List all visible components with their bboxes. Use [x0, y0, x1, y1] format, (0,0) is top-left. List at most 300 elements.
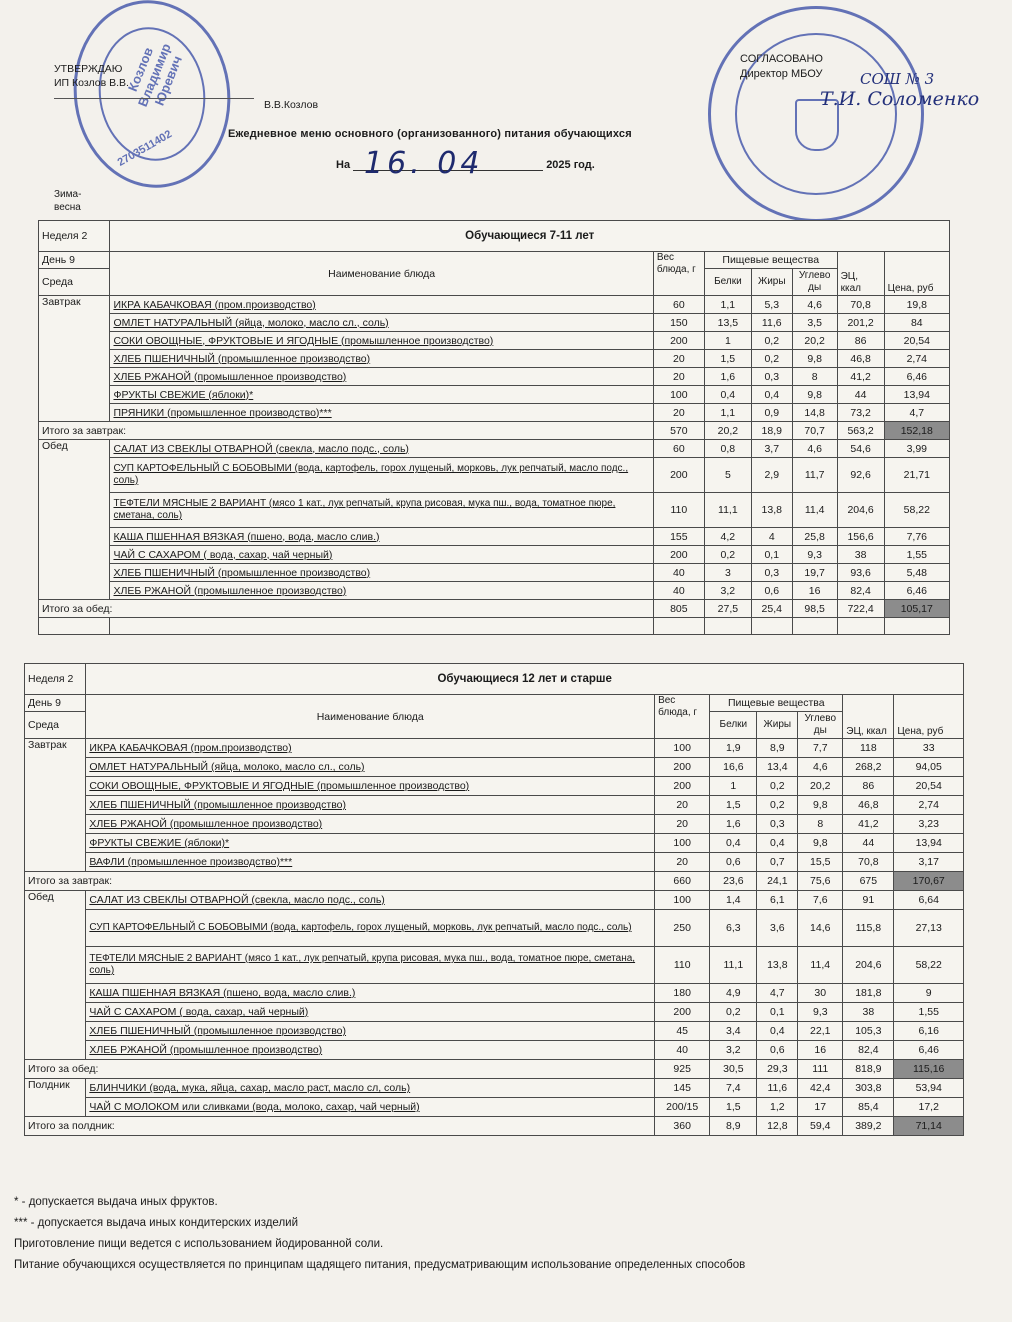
dish-name: ЧАЙ С МОЛОКОМ или сливками (вода, молоко, сахар, чай черный) [86, 1098, 655, 1117]
dish-carbs: 11,4 [792, 493, 837, 528]
agreed-block [740, 52, 823, 82]
dish-row [39, 386, 950, 404]
dish-name: ХЛЕБ ПШЕНИЧНЫЙ (промышленное производство) [110, 564, 653, 582]
dish-name: ИКРА КАБАЧКОВАЯ (пром.производство) [110, 296, 653, 314]
total-fats: 18,9 [751, 422, 792, 440]
energy-header: ЭЦ, ккал [837, 252, 884, 296]
dish-price: 4,7 [884, 404, 949, 422]
dish-carbs: 30 [798, 984, 843, 1003]
season-label: Зима- весна [54, 189, 82, 213]
dish-weight: 20 [653, 368, 704, 386]
dish-energy: 46,8 [843, 796, 894, 815]
dish-name: ФРУКТЫ СВЕЖИЕ (яблоки)* [110, 386, 653, 404]
dish-carbs: 7,7 [798, 739, 843, 758]
total-carbs: 98,5 [792, 600, 837, 618]
dish-row [25, 1022, 964, 1041]
footnote-gentle-nutrition: Питание обучающихся осуществляется по принципам щадящего питания, предусматривающим использование определенных способов [14, 1259, 746, 1271]
dish-energy: 115,8 [843, 910, 894, 947]
dish-weight: 110 [655, 947, 710, 984]
dish-weight: 40 [653, 564, 704, 582]
dish-carbs: 16 [798, 1041, 843, 1060]
dish-price: 17,2 [894, 1098, 964, 1117]
dish-energy: 201,2 [837, 314, 884, 332]
total-proteins: 27,5 [704, 600, 751, 618]
total-proteins: 23,6 [710, 872, 757, 891]
dish-price: 20,54 [894, 777, 964, 796]
dish-carbs: 9,8 [798, 834, 843, 853]
dish-weight: 20 [655, 815, 710, 834]
dish-price: 6,64 [894, 891, 964, 910]
menu-title: Ежедневное меню основного (организованного) питания обучающихся [228, 128, 632, 140]
meal-label: Завтрак [39, 296, 110, 422]
total-price: 71,14 [894, 1117, 964, 1136]
dish-proteins: 1 [710, 777, 757, 796]
dish-fats: 0,7 [757, 853, 798, 872]
dish-carbs: 15,5 [798, 853, 843, 872]
dish-price: 6,46 [884, 582, 949, 600]
dish-weight: 155 [653, 528, 704, 546]
dish-fats: 8,9 [757, 739, 798, 758]
dish-proteins: 1,6 [710, 815, 757, 834]
dish-weight: 200 [653, 332, 704, 350]
weekday-cell: Среда [25, 712, 86, 739]
dish-row [25, 947, 964, 984]
dish-proteins: 1,6 [704, 368, 751, 386]
dish-row [25, 758, 964, 777]
dish-price: 2,74 [884, 350, 949, 368]
dish-fats: 0,2 [751, 332, 792, 350]
agreed-handwritten-name: Т.И. Соломенко [820, 88, 980, 110]
meal-label: Обед [25, 891, 86, 1060]
weekday-cell: Среда [39, 269, 110, 296]
dish-name: ПРЯНИКИ (промышленное производство)*** [110, 404, 653, 422]
date-handwritten: 16. 04 [364, 146, 484, 181]
dish-proteins: 1,4 [710, 891, 757, 910]
total-proteins: 30,5 [710, 1060, 757, 1079]
total-label: Итого за завтрак: [39, 422, 654, 440]
dish-price: 6,46 [894, 1041, 964, 1060]
menu-table-7-11 [38, 220, 950, 635]
dish-carbs: 8 [792, 368, 837, 386]
dish-price: 1,55 [884, 546, 949, 564]
dish-weight: 200 [655, 777, 710, 796]
dish-row [25, 1079, 964, 1098]
dish-row [39, 528, 950, 546]
dish-carbs: 7,6 [798, 891, 843, 910]
dish-energy: 44 [837, 386, 884, 404]
dish-carbs: 4,6 [792, 440, 837, 458]
dish-name: ХЛЕБ ПШЕНИЧНЫЙ (промышленное производство) [86, 796, 655, 815]
dish-weight: 100 [655, 891, 710, 910]
dish-weight: 100 [655, 739, 710, 758]
total-price: 152,18 [884, 422, 949, 440]
dish-carbs: 11,4 [798, 947, 843, 984]
meal-label: Обед [39, 440, 110, 600]
dish-name: СУП КАРТОФЕЛЬНЫЙ С БОБОВЫМИ (вода, картофель, горох лущеный, морковь, лук репчатый, масло подс., соль) [110, 458, 653, 493]
approve-org: ИП Козлов В.В. [54, 77, 129, 89]
week-cell: Неделя 2 [39, 221, 110, 252]
total-price: 115,16 [894, 1060, 964, 1079]
dish-proteins: 0,4 [704, 386, 751, 404]
dish-proteins: 4,2 [704, 528, 751, 546]
dish-name: СУП КАРТОФЕЛЬНЫЙ С БОБОВЫМИ (вода, картофель, горох лущеный, морковь, лук репчатый, масло подс., соль) [86, 910, 655, 947]
total-weight: 660 [655, 872, 710, 891]
dish-proteins: 3,2 [710, 1041, 757, 1060]
footnotes [14, 1192, 745, 1276]
dish-fats: 5,3 [751, 296, 792, 314]
dish-row [25, 1041, 964, 1060]
dish-weight: 200 [655, 758, 710, 777]
total-price: 170,67 [894, 872, 964, 891]
dish-carbs: 22,1 [798, 1022, 843, 1041]
date-prefix: На [336, 159, 351, 171]
dish-name: КАША ПШЕННАЯ ВЯЗКАЯ (пшено, вода, масло слив.) [110, 528, 653, 546]
dish-weight: 200/15 [655, 1098, 710, 1117]
dish-row [39, 314, 950, 332]
total-fats: 24,1 [757, 872, 798, 891]
dish-fats: 0,2 [757, 796, 798, 815]
dish-price: 9 [894, 984, 964, 1003]
dish-proteins: 11,1 [704, 493, 751, 528]
dish-carbs: 17 [798, 1098, 843, 1117]
footnote-confectionery: *** - допускается выдача иных кондитерских изделий [14, 1217, 298, 1229]
meal-label: Полдник [25, 1079, 86, 1117]
dish-weight: 200 [655, 1003, 710, 1022]
dish-weight: 40 [653, 582, 704, 600]
approve-title: УТВЕРЖДАЮ [54, 63, 123, 75]
dish-carbs: 25,8 [792, 528, 837, 546]
total-energy: 675 [843, 872, 894, 891]
dish-row [25, 1098, 964, 1117]
dish-energy: 118 [843, 739, 894, 758]
dish-proteins: 1,5 [710, 796, 757, 815]
header-row [25, 695, 964, 712]
dish-weight: 20 [655, 796, 710, 815]
seal-left-number: 270351140​2 [115, 128, 175, 169]
dish-energy: 70,8 [843, 853, 894, 872]
dish-name: САЛАТ ИЗ СВЕКЛЫ ОТВАРНОЙ (свекла, масло подс., соль) [86, 891, 655, 910]
dish-fats: 11,6 [757, 1079, 798, 1098]
dish-energy: 268,2 [843, 758, 894, 777]
dish-carbs: 19,7 [792, 564, 837, 582]
dish-name-header: Наименование блюда [110, 252, 653, 296]
dish-fats: 13,8 [751, 493, 792, 528]
dish-price: 3,17 [894, 853, 964, 872]
day-cell: День 9 [39, 252, 110, 269]
dish-row [25, 739, 964, 758]
dish-fats: 0,3 [751, 368, 792, 386]
dish-name: ХЛЕБ ПШЕНИЧНЫЙ (промышленное производство) [110, 350, 653, 368]
dish-fats: 0,1 [757, 1003, 798, 1022]
dish-row [39, 350, 950, 368]
dish-carbs: 3,5 [792, 314, 837, 332]
dish-name: ВАФЛИ (промышленное производство)*** [86, 853, 655, 872]
dish-name: ХЛЕБ РЖАНОЙ (промышленное производство) [110, 368, 653, 386]
group-title: Обучающиеся 7-11 лет [110, 221, 950, 252]
dish-weight: 180 [655, 984, 710, 1003]
dish-proteins: 1,5 [710, 1098, 757, 1117]
week-cell: Неделя 2 [25, 664, 86, 695]
total-weight: 570 [653, 422, 704, 440]
dish-proteins: 3 [704, 564, 751, 582]
dish-weight: 20 [653, 404, 704, 422]
proteins-header: Белки [710, 712, 757, 739]
agreed-handwritten-school: СОШ № 3 [860, 70, 935, 88]
total-price: 105,17 [884, 600, 949, 618]
dish-name: ХЛЕБ РЖАНОЙ (промышленное производство) [86, 1041, 655, 1060]
dish-name: ХЛЕБ ПШЕНИЧНЫЙ (промышленное производство) [86, 1022, 655, 1041]
dish-energy: 54,6 [837, 440, 884, 458]
weight-header: Вес блюда, г [653, 252, 704, 296]
meal-label: Завтрак [25, 739, 86, 872]
round-seal-right [708, 6, 924, 222]
dish-price: 19,8 [884, 296, 949, 314]
dish-carbs: 4,6 [792, 296, 837, 314]
dish-carbs: 20,2 [792, 332, 837, 350]
dish-energy: 44 [843, 834, 894, 853]
dish-row [25, 834, 964, 853]
seal-left-text: Козлов Владимир Юревич [124, 41, 185, 109]
dish-proteins: 3,4 [710, 1022, 757, 1041]
spacer-row [39, 618, 950, 635]
dish-price: 20,54 [884, 332, 949, 350]
dish-energy: 38 [843, 1003, 894, 1022]
dish-fats: 4,7 [757, 984, 798, 1003]
total-row [25, 1117, 964, 1136]
dish-proteins: 3,2 [704, 582, 751, 600]
dish-fats: 0,9 [751, 404, 792, 422]
dish-price: 94,05 [894, 758, 964, 777]
dish-proteins: 4,9 [710, 984, 757, 1003]
dish-fats: 0,6 [757, 1041, 798, 1060]
dish-proteins: 1,5 [704, 350, 751, 368]
dish-row [25, 910, 964, 947]
dish-price: 2,74 [894, 796, 964, 815]
total-energy: 818,9 [843, 1060, 894, 1079]
week-row [25, 664, 964, 695]
total-label: Итого за завтрак: [25, 872, 655, 891]
agreed-title: СОГЛАСОВАНО [740, 53, 823, 65]
dish-weight: 150 [653, 314, 704, 332]
dish-price: 27,13 [894, 910, 964, 947]
total-carbs: 111 [798, 1060, 843, 1079]
dish-row [39, 440, 950, 458]
dish-name: СОКИ ОВОЩНЫЕ, ФРУКТОВЫЕ И ЯГОДНЫЕ (промышленное производство) [86, 777, 655, 796]
dish-energy: 86 [837, 332, 884, 350]
total-carbs: 70,7 [792, 422, 837, 440]
dish-fats: 0,4 [757, 834, 798, 853]
total-row [39, 422, 950, 440]
group-title: Обучающиеся 12 лет и старше [86, 664, 964, 695]
dish-carbs: 14,8 [792, 404, 837, 422]
dish-fats: 4 [751, 528, 792, 546]
dish-weight: 250 [655, 910, 710, 947]
dish-fats: 0,4 [751, 386, 792, 404]
dish-fats: 13,4 [757, 758, 798, 777]
total-weight: 805 [653, 600, 704, 618]
dish-row [39, 564, 950, 582]
dish-row [39, 404, 950, 422]
dish-proteins: 0,4 [710, 834, 757, 853]
dish-carbs: 4,6 [798, 758, 843, 777]
dish-row [39, 332, 950, 350]
dish-price: 13,94 [884, 386, 949, 404]
dish-energy: 92,6 [837, 458, 884, 493]
footnote-fruit: * - допускается выдача иных фруктов. [14, 1196, 218, 1208]
total-energy: 389,2 [843, 1117, 894, 1136]
total-energy: 722,4 [837, 600, 884, 618]
dish-proteins: 1,9 [710, 739, 757, 758]
dish-carbs: 14,6 [798, 910, 843, 947]
dish-row [25, 891, 964, 910]
total-fats: 12,8 [757, 1117, 798, 1136]
dish-carbs: 9,8 [792, 350, 837, 368]
dish-proteins: 16,6 [710, 758, 757, 777]
total-energy: 563,2 [837, 422, 884, 440]
dish-energy: 105,3 [843, 1022, 894, 1041]
dish-weight: 20 [655, 853, 710, 872]
total-label: Итого за обед: [25, 1060, 655, 1079]
total-label: Итого за обед: [39, 600, 654, 618]
dish-fats: 1,2 [757, 1098, 798, 1117]
dish-energy: 82,4 [837, 582, 884, 600]
dish-name: САЛАТ ИЗ СВЕКЛЫ ОТВАРНОЙ (свекла, масло подс., соль) [110, 440, 653, 458]
dish-price: 84 [884, 314, 949, 332]
approve-sign-name: В.В.Козлов [264, 99, 319, 111]
dish-name: КАША ПШЕННАЯ ВЯЗКАЯ (пшено, вода, масло слив.) [86, 984, 655, 1003]
nutrients-header: Пищевые вещества [710, 695, 843, 712]
dish-carbs: 9,8 [792, 386, 837, 404]
proteins-header: Белки [704, 269, 751, 296]
dish-weight: 60 [653, 296, 704, 314]
total-carbs: 59,4 [798, 1117, 843, 1136]
dish-energy: 82,4 [843, 1041, 894, 1060]
dish-name: ЧАЙ С САХАРОМ ( вода, сахар, чай черный) [110, 546, 653, 564]
total-row [25, 1060, 964, 1079]
dish-price: 13,94 [894, 834, 964, 853]
dish-carbs: 20,2 [798, 777, 843, 796]
dish-name-header: Наименование блюда [86, 695, 655, 739]
carbs-header: Углево ды [792, 269, 837, 296]
dish-row [39, 458, 950, 493]
dish-name: ХЛЕБ РЖАНОЙ (промышленное производство) [110, 582, 653, 600]
total-fats: 25,4 [751, 600, 792, 618]
dish-row [25, 796, 964, 815]
dish-fats: 6,1 [757, 891, 798, 910]
dish-carbs: 42,4 [798, 1079, 843, 1098]
dish-fats: 0,2 [751, 350, 792, 368]
dish-price: 3,23 [894, 815, 964, 834]
dish-fats: 3,6 [757, 910, 798, 947]
header-row [39, 252, 950, 269]
total-fats: 29,3 [757, 1060, 798, 1079]
dish-carbs: 9,8 [798, 796, 843, 815]
dish-proteins: 6,3 [710, 910, 757, 947]
dish-name: ОМЛЕТ НАТУРАЛЬНЫЙ (яйца, молоко, масло сл., соль) [86, 758, 655, 777]
dish-price: 53,94 [894, 1079, 964, 1098]
dish-energy: 46,8 [837, 350, 884, 368]
total-row [25, 872, 964, 891]
dish-proteins: 0,6 [710, 853, 757, 872]
price-header: Цена, руб [884, 252, 949, 296]
carbs-header: Углево ды [798, 712, 843, 739]
total-carbs: 75,6 [798, 872, 843, 891]
dish-proteins: 1 [704, 332, 751, 350]
total-weight: 360 [655, 1117, 710, 1136]
approve-sign-line [54, 98, 254, 99]
dish-energy: 303,8 [843, 1079, 894, 1098]
day-cell: День 9 [25, 695, 86, 712]
dish-name: ТЕФТЕЛИ МЯСНЫЕ 2 ВАРИАНТ (мясо 1 кат., лук репчатый, крупа рисовая, мука пш., вода, томатное пюре, сметана, соль) [86, 947, 655, 984]
dish-fats: 13,8 [757, 947, 798, 984]
dish-carbs: 16 [792, 582, 837, 600]
dish-energy: 181,8 [843, 984, 894, 1003]
dish-weight: 100 [653, 386, 704, 404]
total-weight: 925 [655, 1060, 710, 1079]
dish-energy: 85,4 [843, 1098, 894, 1117]
dish-price: 58,22 [894, 947, 964, 984]
dish-proteins: 1,1 [704, 296, 751, 314]
dish-price: 33 [894, 739, 964, 758]
date-year: 2025 год. [546, 159, 595, 171]
dish-price: 6,16 [894, 1022, 964, 1041]
dish-proteins: 0,2 [710, 1003, 757, 1022]
dish-energy: 93,6 [837, 564, 884, 582]
week-row [39, 221, 950, 252]
price-header: Цена, руб [894, 695, 964, 739]
dish-energy: 38 [837, 546, 884, 564]
total-label: Итого за полдник: [25, 1117, 655, 1136]
dish-fats: 2,9 [751, 458, 792, 493]
dish-price: 7,76 [884, 528, 949, 546]
dish-proteins: 7,4 [710, 1079, 757, 1098]
dish-energy: 204,6 [843, 947, 894, 984]
dish-name: ФРУКТЫ СВЕЖИЕ (яблоки)* [86, 834, 655, 853]
dish-price: 6,46 [884, 368, 949, 386]
dish-carbs: 9,3 [792, 546, 837, 564]
dish-name: ТЕФТЕЛИ МЯСНЫЕ 2 ВАРИАНТ (мясо 1 кат., лук репчатый, крупа рисовая, мука пш., вода, томатное пюре, сметана, соль) [110, 493, 653, 528]
dish-weight: 145 [655, 1079, 710, 1098]
dish-row [25, 1003, 964, 1022]
dish-weight: 45 [655, 1022, 710, 1041]
weight-header: Вес блюда, г [655, 695, 710, 739]
dish-proteins: 0,2 [704, 546, 751, 564]
dish-name: СОКИ ОВОЩНЫЕ, ФРУКТОВЫЕ И ЯГОДНЫЕ (промышленное производство) [110, 332, 653, 350]
dish-name: ХЛЕБ РЖАНОЙ (промышленное производство) [86, 815, 655, 834]
dish-weight: 60 [653, 440, 704, 458]
dish-proteins: 1,1 [704, 404, 751, 422]
agreed-role: Директор МБОУ [740, 68, 823, 80]
dish-row [39, 493, 950, 528]
dish-proteins: 13,5 [704, 314, 751, 332]
dish-energy: 41,2 [837, 368, 884, 386]
total-proteins: 20,2 [704, 422, 751, 440]
dish-weight: 200 [653, 546, 704, 564]
fats-header: Жиры [751, 269, 792, 296]
menu-table-12-plus [24, 663, 964, 1136]
dish-name: ОМЛЕТ НАТУРАЛЬНЫЙ (яйца, молоко, масло сл., соль) [110, 314, 653, 332]
dish-energy: 156,6 [837, 528, 884, 546]
dish-price: 58,22 [884, 493, 949, 528]
dish-weight: 20 [653, 350, 704, 368]
dish-name: БЛИНЧИКИ (вода, мука, яйца, сахар, масло раст, масло сл, соль) [86, 1079, 655, 1098]
dish-carbs: 9,3 [798, 1003, 843, 1022]
dish-fats: 0,1 [751, 546, 792, 564]
dish-weight: 40 [655, 1041, 710, 1060]
dish-fats: 0,3 [751, 564, 792, 582]
dish-row [39, 546, 950, 564]
total-proteins: 8,9 [710, 1117, 757, 1136]
